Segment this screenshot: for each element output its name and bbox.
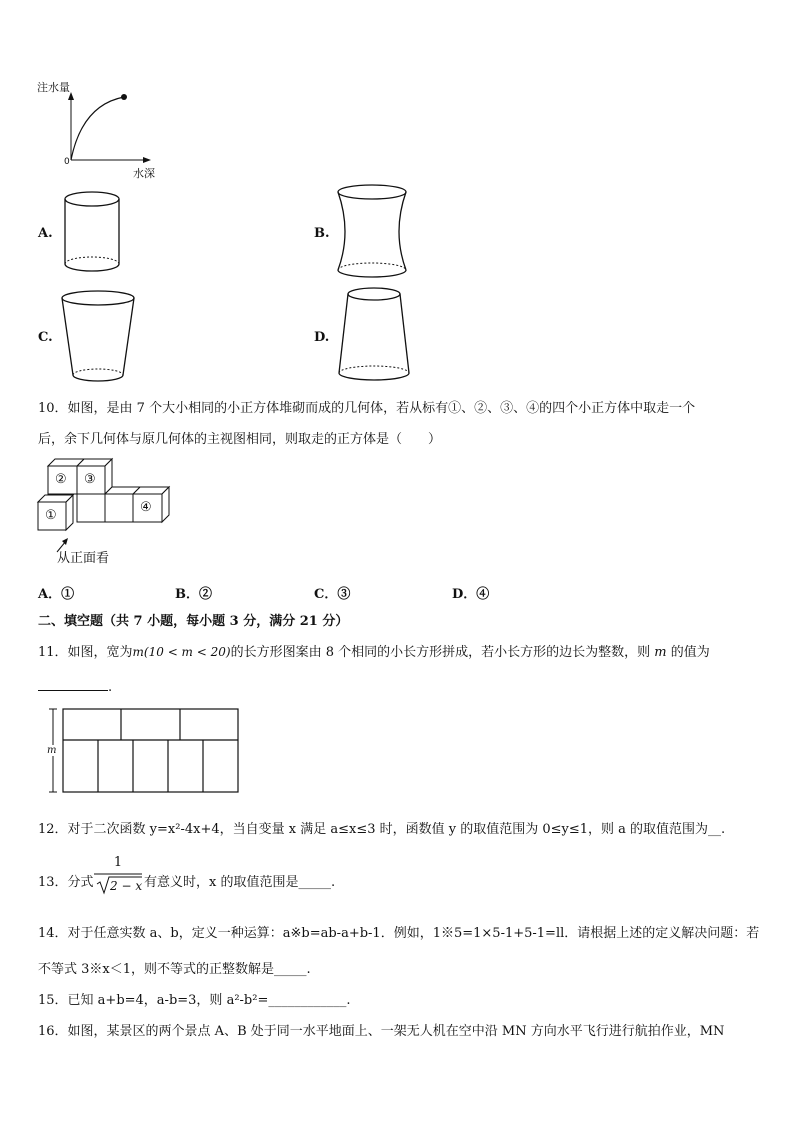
q13-suffix: 有意义时，x 的取值范围是_____. [144, 875, 336, 890]
q16-text: 16．如图，某景区的两个景点 A、B 处于同一水平地面上、一架无人机在空中沿 MN 方向水平飞行进行航拍作业，MN [38, 1024, 725, 1039]
q10-line2: 后，余下几何体与原几何体的主视图相同，则取走的正方体是（ ） [38, 432, 442, 447]
q10-option-c: C．③ [314, 587, 351, 602]
graph-x-label: 水深 [133, 167, 155, 180]
q13-numerator: 1 [113, 855, 123, 870]
q15-text: 15．已知 a+b=4，a-b=3，则 a²-b²=____________. [38, 993, 351, 1008]
option-a-label: A. [38, 226, 53, 241]
q10-line1: 10．如图，是由 7 个大小相同的小正方体堆砌而成的几何体，若从标有①、②、③、④的四个小正方体中取走一个 [38, 401, 696, 416]
q11-tail: . [108, 680, 113, 695]
view-direction-label: 从正面看 [57, 551, 110, 566]
q14-line2: 不等式 3※x＜1，则不等式的正整数解是_____. [38, 962, 311, 977]
q11-prefix: 11．如图，宽为 [38, 645, 133, 660]
graph-y-label: 注水量 [37, 81, 70, 94]
q13-denominator: 2 − x [110, 879, 143, 893]
q10-option-d: D．④ [452, 587, 490, 602]
q14-line1: 14．对于任意实数 a、b，定义一种运算：a※b=ab-a+b-1．例如，1※5=1×5-1+5-1=ll．请根据上述的定义解决问题：若 [38, 926, 760, 941]
q10-option-b: B．② [175, 587, 212, 602]
q12-text: 12．对于二次函数 y=x²-4x+4，当自变量 x 满足 a≤x≤3 时，函数值 y 的取值范围为 0≤y≤1，则 a 的取值范围为__. [38, 822, 726, 837]
option-b-label: B. [314, 226, 330, 241]
q13-prefix: 13．分式 [38, 875, 94, 890]
cube-label-2: ② [55, 472, 67, 487]
q10-option-a: A．① [38, 587, 75, 602]
q11-end: 的值为 [670, 645, 710, 660]
figure-m-label: m [47, 745, 57, 756]
section-title: 二、填空题（共 7 小题，每小题 3 分，满分 21 分） [38, 614, 349, 629]
cube-label-3: ③ [84, 472, 96, 487]
cube-label-1: ① [45, 508, 57, 523]
option-c-label: C. [38, 330, 53, 345]
option-d-label: D. [314, 330, 330, 345]
q11-suffix: 的长方形图案由 8 个相同的小长方形拼成，若小长方形的边长为整数，则 [230, 645, 651, 660]
q11-m: m [654, 645, 667, 660]
graph-origin: 0 [64, 157, 70, 167]
cube-label-4: ④ [140, 500, 152, 515]
q11-math: m(10 < m < 20) [132, 645, 231, 659]
